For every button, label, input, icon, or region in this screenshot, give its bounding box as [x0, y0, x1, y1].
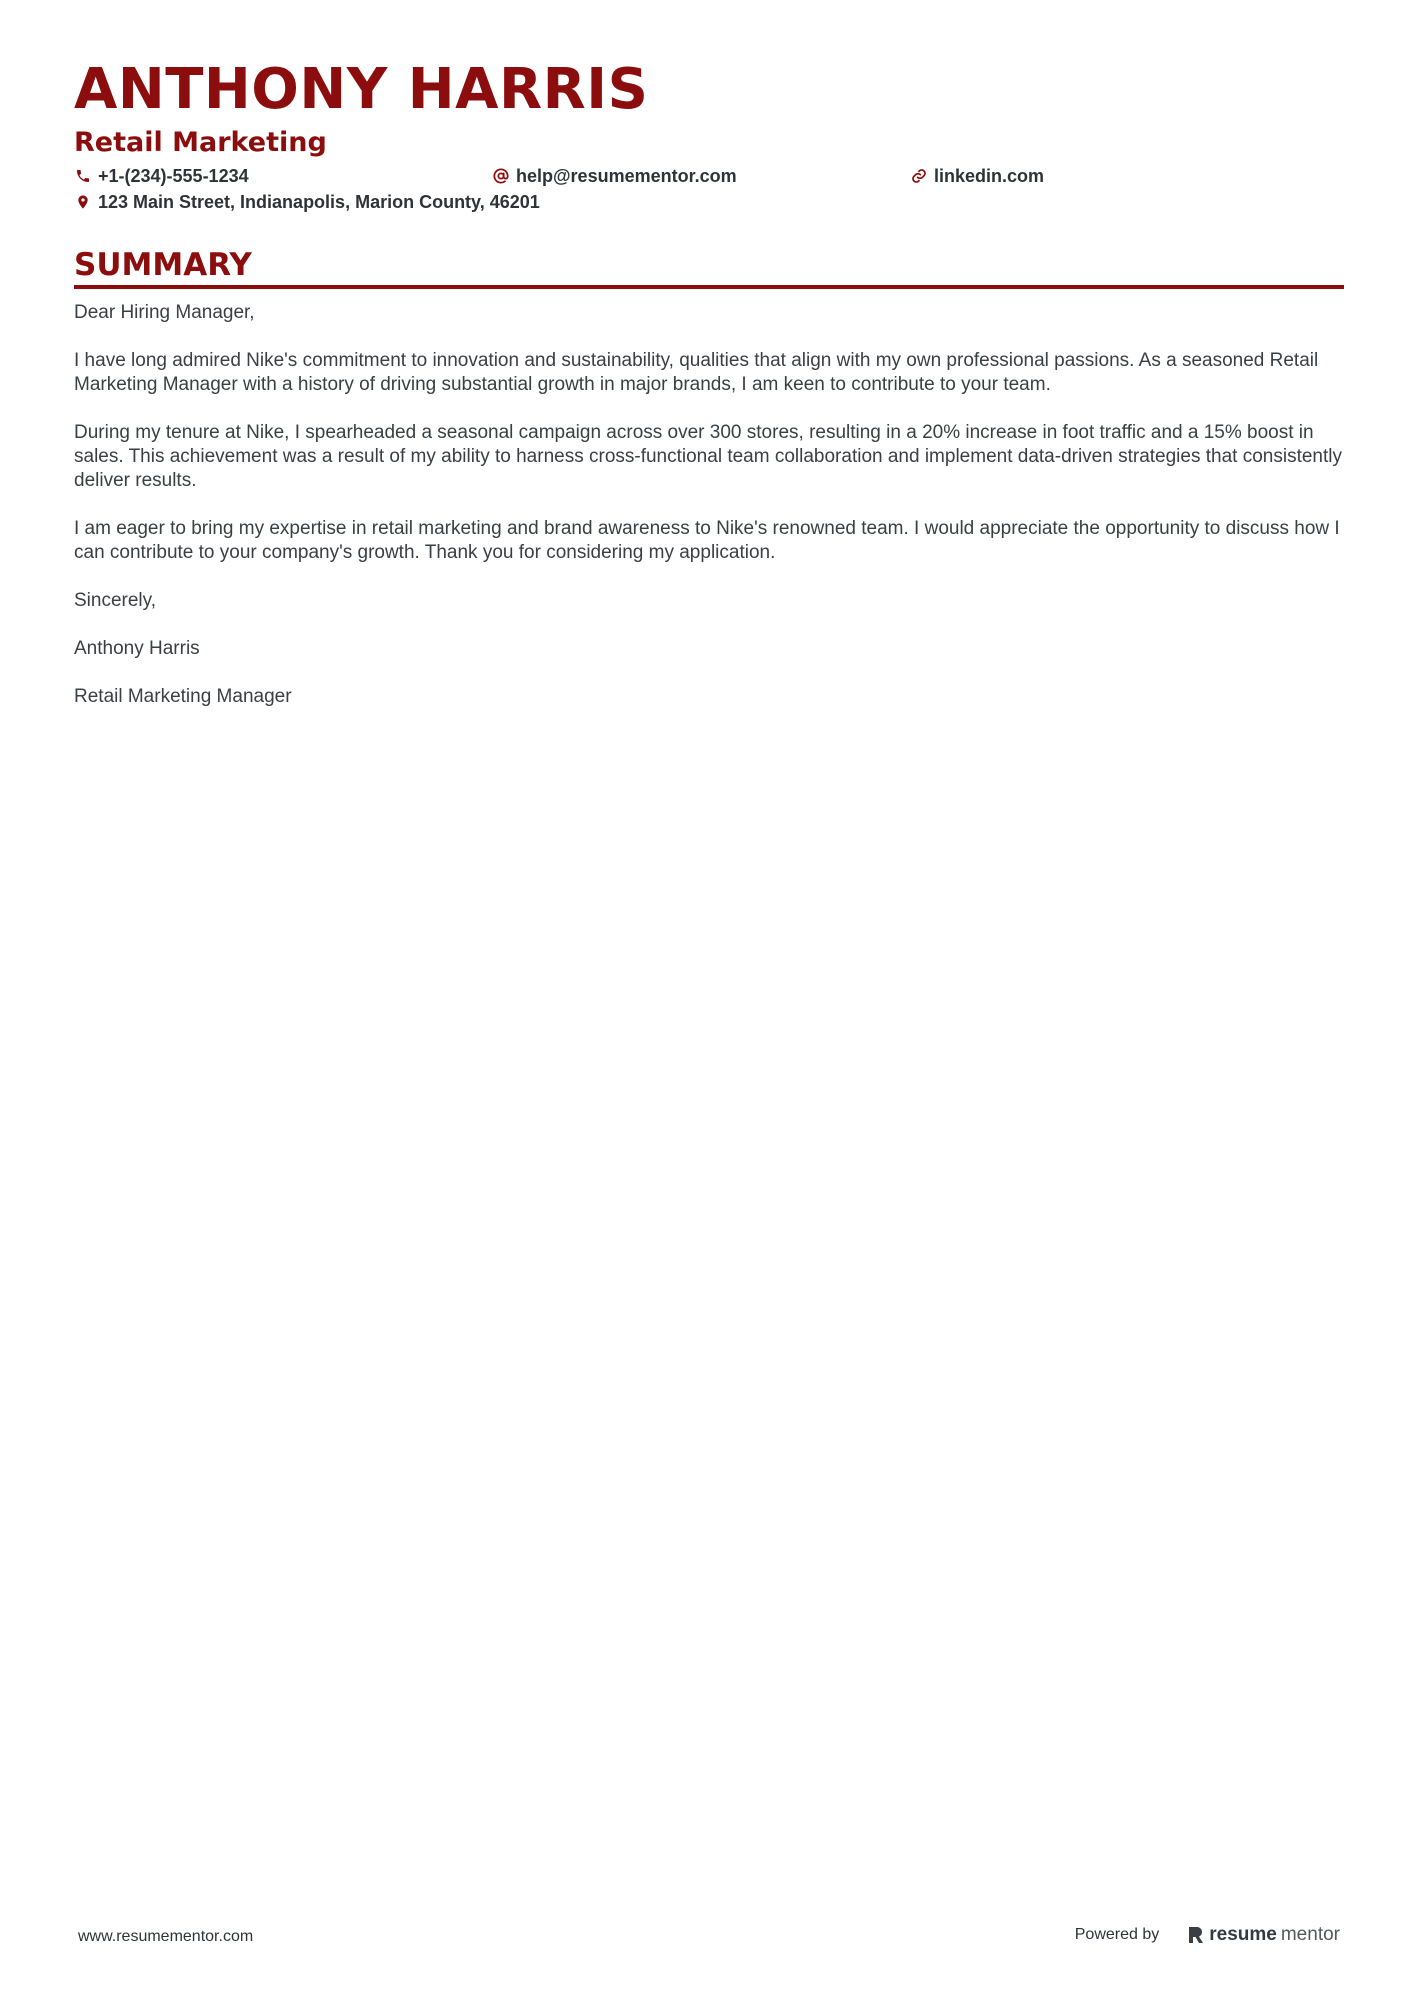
brand-logo[interactable]: [1187, 1924, 1340, 1946]
cover-letter-body: [74, 301, 1344, 709]
footer-website[interactable]: www.resumementor.com: [78, 1928, 254, 1945]
summary-heading: SUMMARY: [74, 247, 252, 283]
paragraph-2: During my tenure at Nike, I spearheaded a seasonal campaign across over 300 stores, resulting in a 20% increase in foot traffic and a 15% boost in sales. This achievement was a result of my ability to harness cross-functional team collaboration and implement data-driven strategies that consistently deliver results.: [74, 422, 1342, 491]
contact-address: [74, 192, 540, 213]
paragraph-3: I am eager to bring my expertise in retail marketing and brand awareness to Nike's renowned team. I would appreciate the opportunity to discuss how I can contribute to your company's growth. Thank you for considering my application.: [74, 518, 1340, 563]
footer-branding: [1075, 1924, 1340, 1946]
closing: Sincerely,: [74, 590, 157, 611]
section-divider: [74, 285, 1344, 289]
document-content: [74, 56, 1344, 733]
contact-row-address: [74, 189, 1344, 215]
brand-name-light: mentor: [1280, 1924, 1340, 1945]
candidate-role: Retail Marketing: [74, 127, 327, 158]
phone-text: +1-(234)-555-1234: [98, 165, 249, 186]
location-pin-icon: [74, 194, 91, 211]
resumementor-logo-icon: [1187, 1925, 1205, 1945]
greeting: Dear Hiring Manager,: [74, 302, 255, 323]
paragraph-1: I have long admired Nike's commitment to innovation and sustainability, qualities that align with my own professional passions. As a seasoned Retail Marketing Manager with a history of driving substantial growth in major brands, I am keen to contribute to your team.: [74, 350, 1319, 395]
contact-linkedin[interactable]: [910, 166, 1044, 187]
phone-icon: [74, 168, 91, 185]
contact-email[interactable]: [492, 166, 910, 187]
email-text[interactable]: help@resumementor.com: [516, 165, 737, 186]
signature-name: Anthony Harris: [74, 638, 200, 659]
powered-by-label: Powered by: [1074, 1926, 1160, 1943]
at-icon: [492, 168, 509, 185]
contact-row-primary: [74, 163, 1344, 189]
candidate-name: ANTHONY HARRIS: [74, 57, 649, 122]
contact-phone: [74, 166, 492, 187]
linkedin-text[interactable]: linkedin.com: [934, 165, 1045, 186]
address-text: 123 Main Street, Indianapolis, Marion County, 46201: [98, 191, 540, 212]
brand-name-bold: resume: [1209, 1924, 1277, 1945]
signature-title: Retail Marketing Manager: [74, 686, 292, 707]
link-icon: [910, 168, 927, 185]
